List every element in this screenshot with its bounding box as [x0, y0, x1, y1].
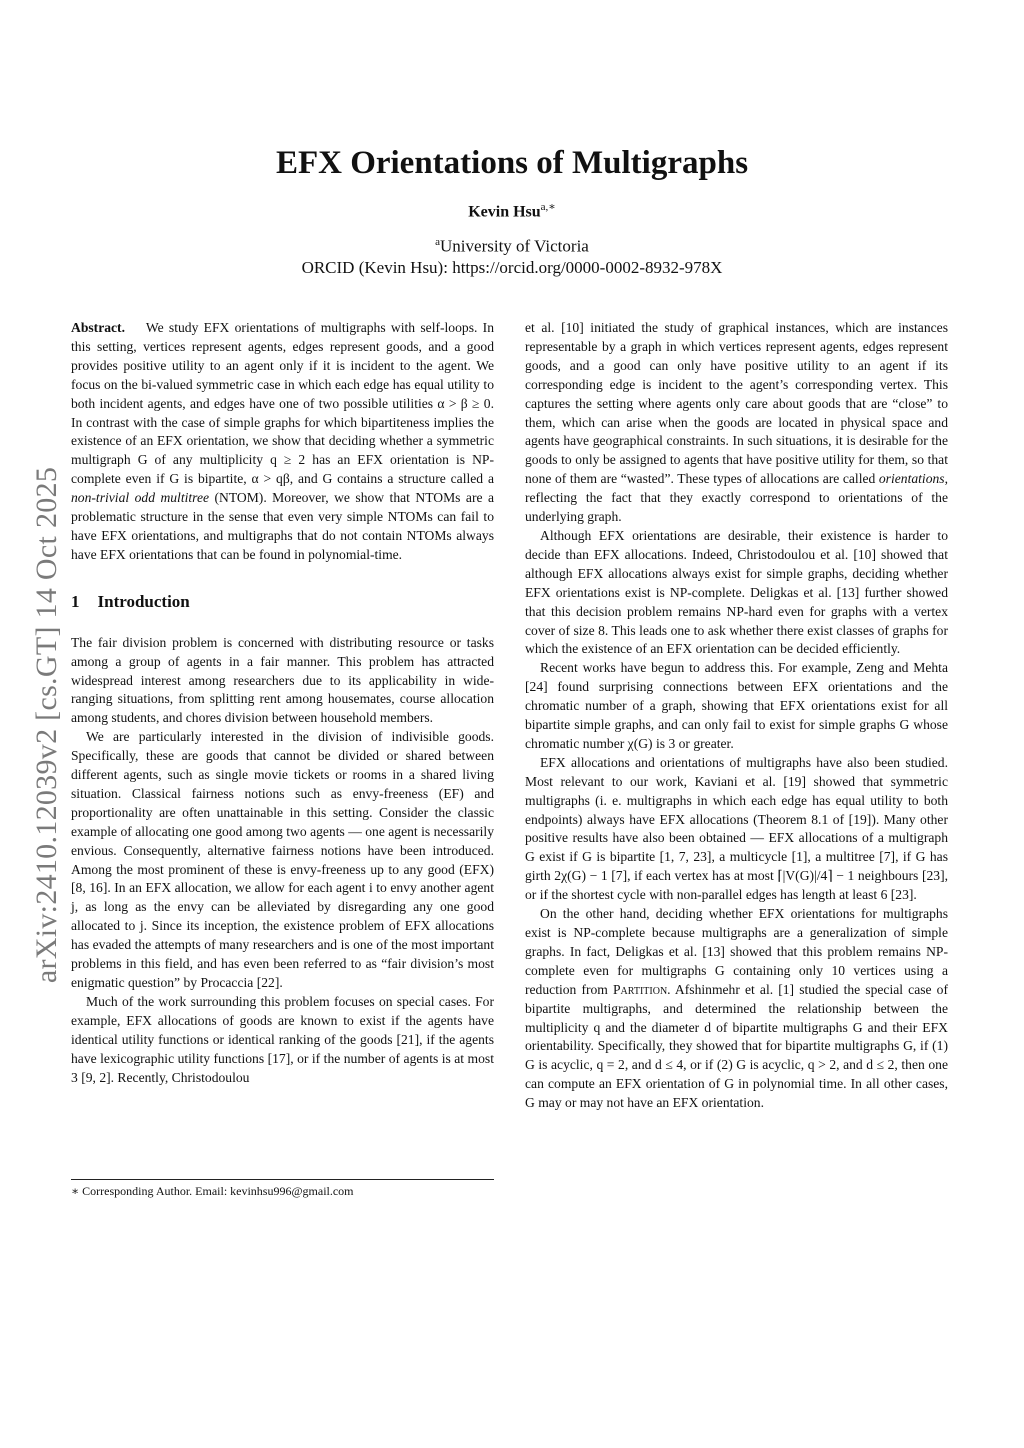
abstract-text-2: (NTOM). Moreover, we show that NTOMs are a problematic structure in the sense that even very simple NTOMs can fail to have EFX orientations, and multigraphs that do not contain NTOMs always have EFX orientations that can be found in polynomial-time.	[71, 490, 495, 562]
term-orientations: orientations	[878, 471, 945, 487]
section-title: Introduction	[97, 591, 190, 611]
affiliation-text: University of Victoria	[440, 236, 589, 256]
abstract	[71, 319, 494, 565]
affiliation	[0, 236, 1024, 257]
affiliation-mark: a	[435, 236, 441, 248]
arxiv-id: arXiv:2410.12039v2 [cs.GT] 14 Oct 2025	[30, 466, 63, 984]
arxiv-identifier-sidebar	[22, 425, 72, 1025]
para-text: . Afshinmehr et al. [1] studied the special case of bipartite multigraphs, and determined the relationship between the multiplicity q and the diameter d of bipartite multigraphs G and their EFX orientability. Specifically, they showed that for bipartite multigraphs G, if (1) G is acyclic, q = 2, and d ≤ 4, or if (2) G is acyclic, q > 2, and d ≤ 2, then one can compute an EFX orientation of G in polynomial time. In all other cases, G may or may not have an EFX orientation.	[525, 981, 948, 1111]
author-marks: a,∗	[540, 201, 556, 213]
para-text: On the other hand, deciding whether EFX orientations for multigraphs exist is NP-complete because multigraphs are a generalization of simple graphs. In fact, Deligkas et al. [13] showed that this problem remains NP-complete even for multigraphs G containing only 10 vertices using a reduction from	[525, 906, 948, 997]
intro-paragraph-5: Recent works have begun to address this. For example, Zeng and Mehta [24] found surprising connections between EFX orientations and the chromatic number of a graph, showing that EFX orientations exist for all bipartite simple graphs, and can only fail to exist for simple graphs G whose chromatic number χ(G) is 3 or greater.	[525, 660, 948, 751]
paper-title: EFX Orientations of Multigraphs	[275, 145, 749, 181]
term-partition: Partition	[613, 981, 668, 997]
intro-paragraph-1: The fair division problem is concerned with distributing resource or tasks among a group of agents in a fair manner. This problem has attracted widespread interest among researchers due to its applicability in wide-ranging situations, from splitting rent among housemates, course allocation among students, and chores division between household members.	[71, 634, 494, 726]
footnote-rule	[71, 1179, 494, 1180]
intro-paragraph-2: We are particularly interested in the division of indivisible goods. Specifically, these are goods that cannot be divided or shared between different agents, such as single movie tickets or rooms in a shared living situation. Classical fairness notions such as envy-freeness (EF) and proportionality are often unattainable in this setting. Consider the classic example of allocating one good among two agents — one agent is necessarily envious. Consequently, alternative fairness notions have been introduced. Among the most prominent of these is envy-freeness up to any good (EFX) [8, 16]. In an EFX allocation, we allow for each agent i to envy another agent j, as long as the envy can be alleviated by disregarding any one good allocated to j. Since its inception, the existence problem of EFX allocations has evaded the attempts of many researchers and is one of the most important problems in this field, and has even been referred to as “fair division’s most enigmatic question” by Procaccia [22].	[71, 729, 494, 990]
author-line	[0, 200, 1024, 221]
para-text: et al. [10] initiated the study of graphical instances, which are instances representable by a graph in which vertices represent agents, edges represent goods, and a good can only have positive utility to an agent if its corresponding edge is incident to the agent’s corresponding vertex. This captures the setting where agents only care about goods that are “close” to them, which can arise when the goods are located in physical space and agents have geographical constraints. In such situations, it is desirable for the goods to only be assigned to agents that have positive utility for them, so that none of them are “wasted”. These types of allocations are called	[525, 320, 948, 487]
footnote: ∗ Corresponding Author. Email: kevinhsu996@gmail.com	[71, 1184, 354, 1198]
author-name: Kevin Hsu	[468, 203, 541, 221]
intro-paragraph-3: Much of the work surrounding this problem focuses on special cases. For example, EFX allocations of goods are known to exist if the agents have identical utility functions or identical ranking of the goods [21], if the agents have lexicographic utility functions [17], or if the number of agents is at most 3 [9, 2]. Recently, Christodoulou	[71, 993, 494, 1085]
left-column	[71, 319, 494, 1087]
intro-paragraph-3-cont	[525, 319, 948, 527]
intro-paragraph-7	[525, 905, 948, 1113]
abstract-text-1: We study EFX orientations of multigraphs with self-loops. In this setting, vertices represent agents, edges represent goods, and a good provides positive utility to an agent only if it is incident to the agent. We focus on the bi-valued symmetric case in which each edge has equal utility to both incident agents, and edges have one of two possible utilities α > β ≥ 0. In contrast with the case of simple graphs for which bipartiteness implies the existence of an EFX orientation, we show that deciding whether a symmetric multigraph G of any multiplicity q ≥ 2 has an EFX orientation is NP-complete even if G is bipartite, α > qβ, and G contains a structure called a	[71, 320, 494, 487]
orcid-line: ORCID (Kevin Hsu): https://orcid.org/0000-0002-8932-978X	[301, 258, 723, 277]
abstract-label: Abstract.	[71, 320, 125, 335]
section-heading-introduction	[71, 593, 494, 612]
intro-paragraph-4: Although EFX orientations are desirable, their existence is harder to decide than EFX allocations. Indeed, Christodoulou et al. [10] showed that although EFX allocations always exist for simple graphs, deciding whether EFX orientations exist is NP-complete. Deligkas et al. [13] further showed that this decision problem remains NP-hard even for graphs with a vertex cover of size 8. This leads one to ask whether there exist classes of graphs for which the existence of an EFX orientation can be decided efficiently.	[525, 527, 948, 657]
para-text: , reflecting the fact that they exactly correspond to orientations of the underlying graph.	[525, 471, 948, 525]
section-number: 1	[71, 591, 80, 611]
abstract-term: non-trivial odd multitree	[71, 490, 210, 506]
intro-paragraph-6: EFX allocations and orientations of multigraphs have also been studied. Most relevant to our work, Kaviani et al. [19] showed that symmetric multigraphs (i. e. multigraphs in which each edge has equal utility to both endpoints) always have EFX allocations (Theorem 8.1 of [19]). Many other positive results have also been obtained — EFX allocations of a multigraph G exist if G is bipartite [1, 7, 23], a multicycle [1], a multitree [7], if G has girth 2χ(G) − 1 [7], if each vertex has at most ⌈|V(G)|/4⌉ − 1 neighbours [23], or if the shortest cycle with non-parallel edges has length at least 6 [23].	[525, 754, 948, 903]
right-column	[525, 319, 948, 1113]
